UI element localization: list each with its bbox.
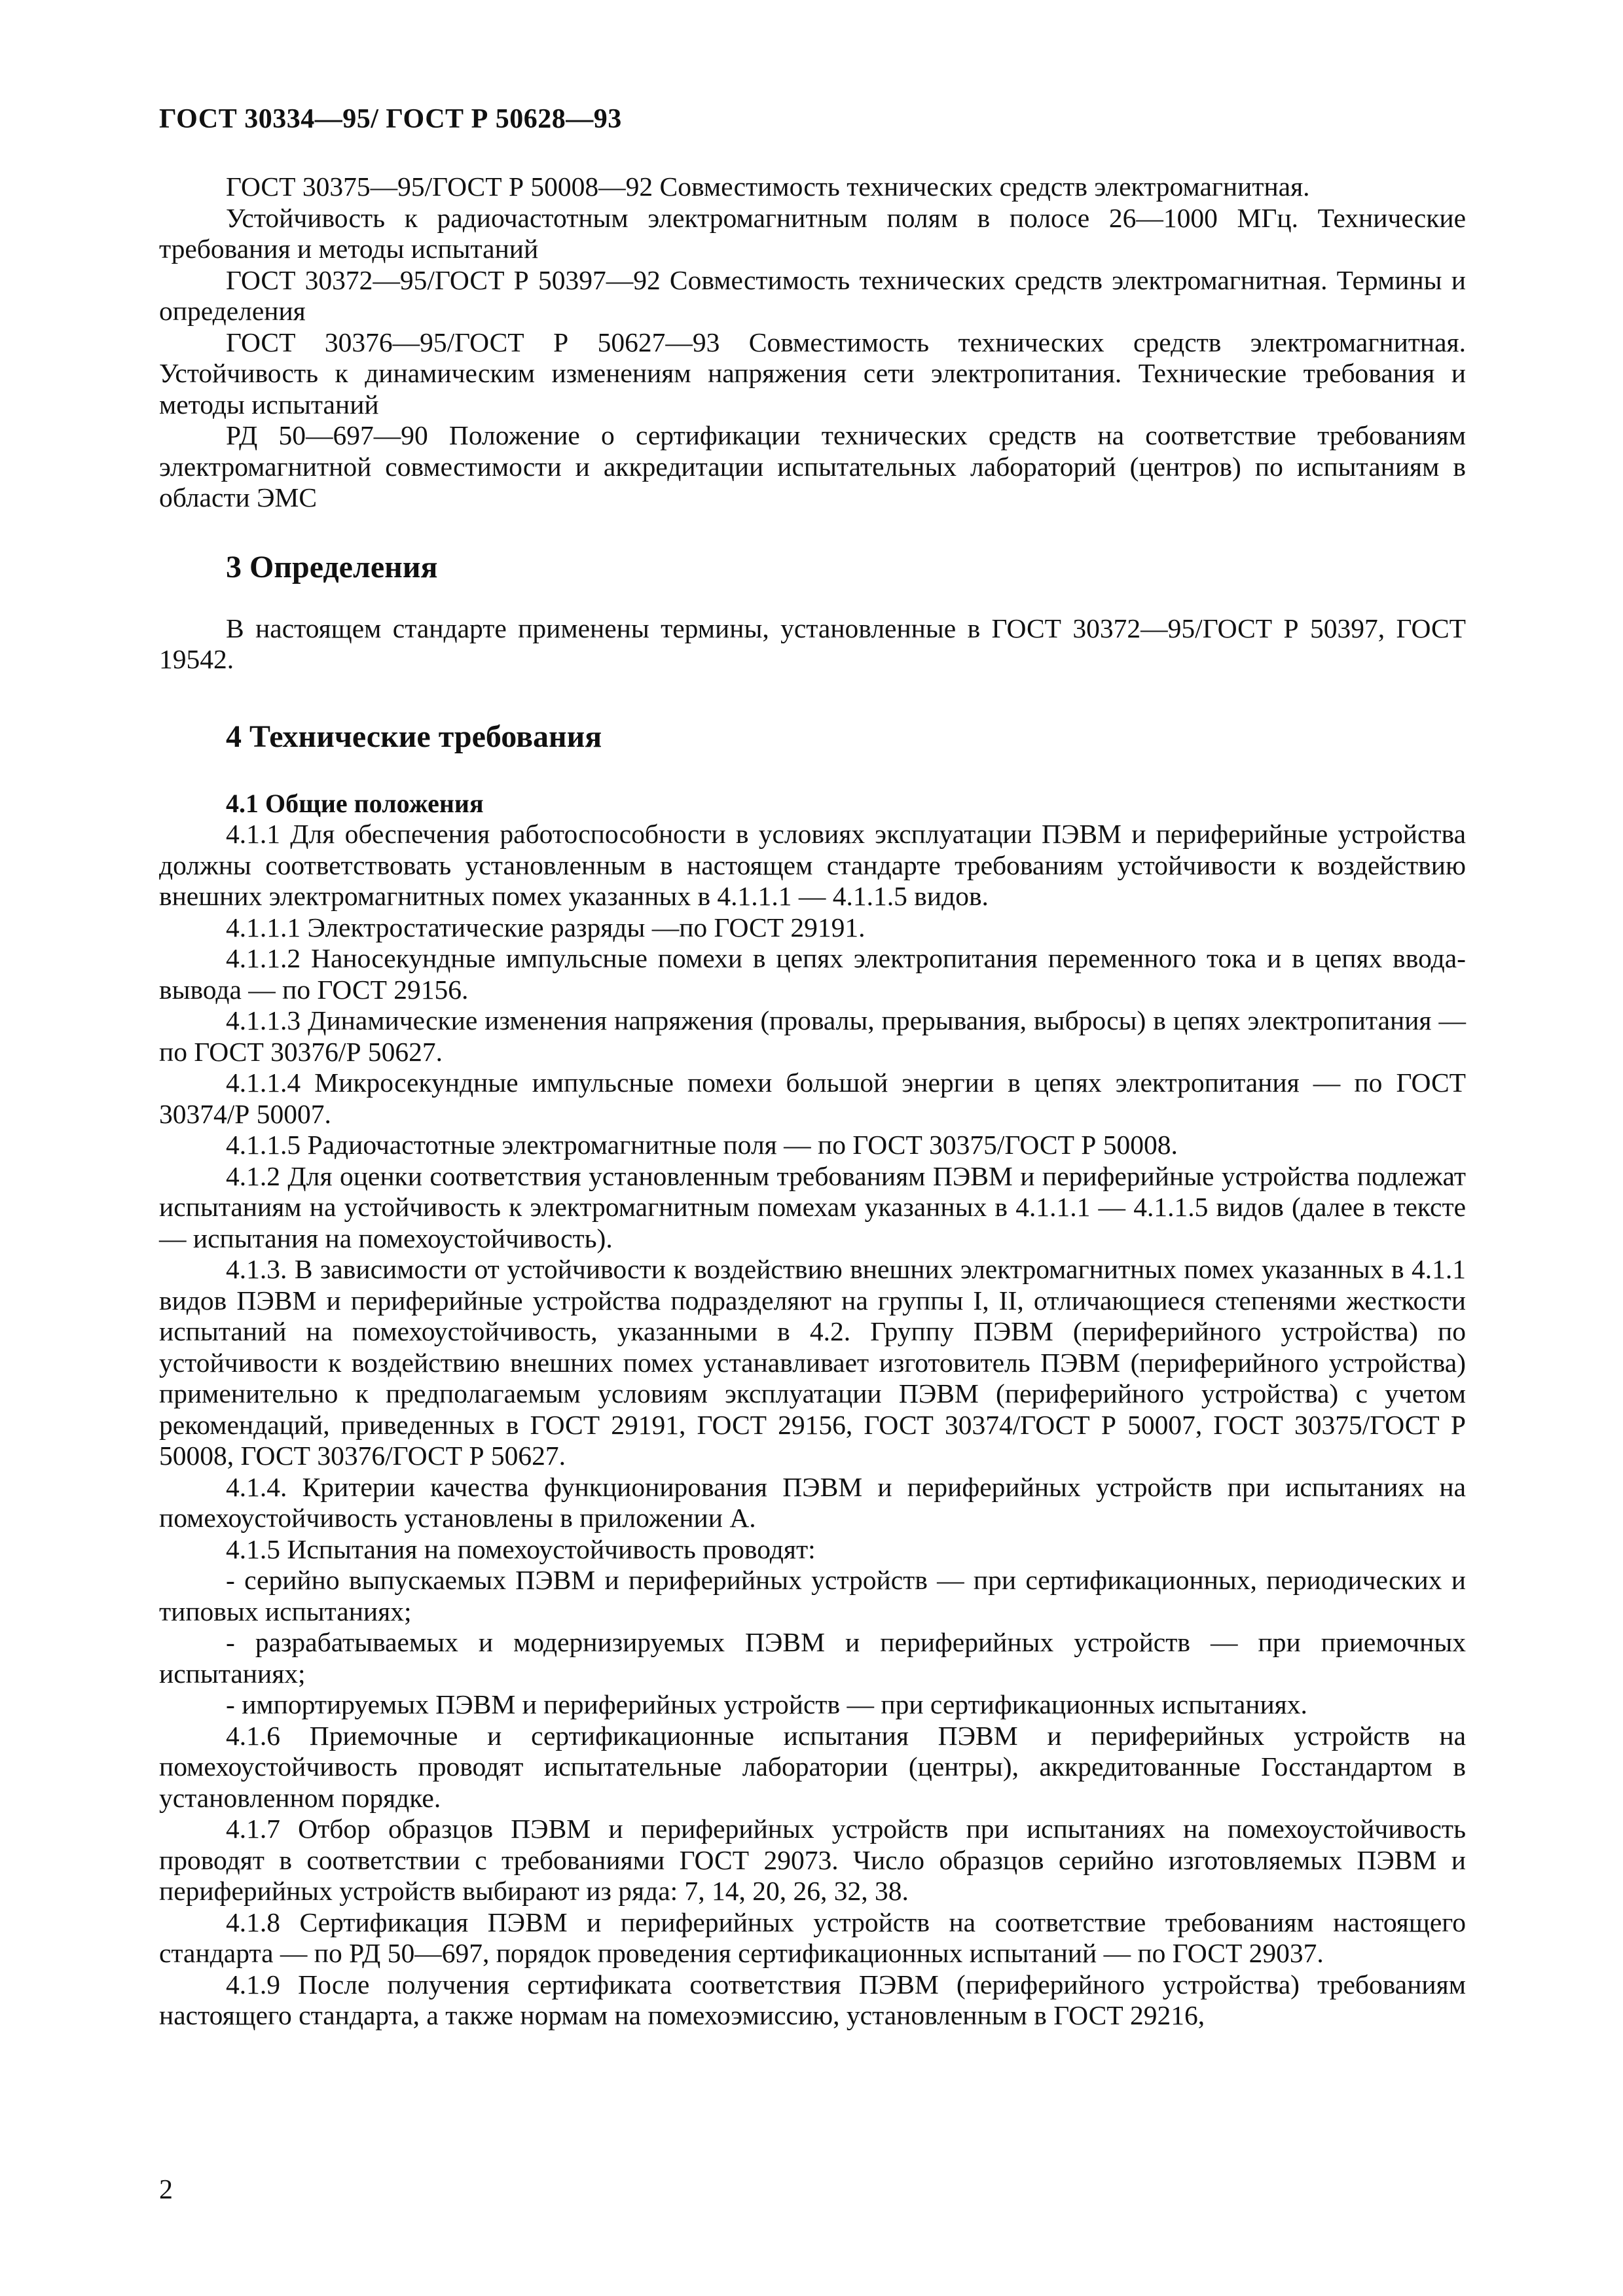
list-item: - импортируемых ПЭВМ и периферийных устройств — при сертификационных испытаниях. [226, 1689, 1307, 1719]
reference-item: ГОСТ 30372—95/ГОСТ Р 50397—92 Совместимость технических средств электромагнитная. Термины и определения [159, 264, 1466, 326]
paragraph-4-1-7: 4.1.7 Отбор образцов ПЭВМ и периферийных устройств при испытаниях на помехоустойчивость проводят в соответствии с требованиями ГОСТ 29073. Число образцов серийно изготовляемых ПЭВМ и периферийных устройств выбирают из ряда: 7, 14, 20, 26, 32, 38. [159, 1814, 1466, 1906]
paragraph-4-1-1-1: 4.1.1.1 Электростатические разряды —по ГОСТ 29191. [226, 912, 866, 942]
list-item: - серийно выпускаемых ПЭВМ и периферийных устройств — при сертификационных, периодических и типовых испытаниях; [159, 1565, 1466, 1626]
paragraph-4-1-9: 4.1.9 После получения сертификата соответствия ПЭВМ (периферийного устройства) требованиям настоящего стандарта, а также нормам на помехоэмиссию, установленным в ГОСТ 29216, [159, 1969, 1466, 2030]
reference-item: РД 50—697—90 Положение о сертификации технических средств на соответствие требованиям электромагнитной совместимости и аккредитации испытательных лабораторий (центров) по испытаниям в области ЭМС [159, 420, 1466, 512]
paragraph-4-1-3: 4.1.3. В зависимости от устойчивости к воздействию внешних электромагнитных помех указанных в 4.1.1 видов ПЭВМ и периферийные устройства подразделяют на группы I, II, отличающиеся степенями жесткости испытаний на помехоустойчивость, указанными в 4.2. Группу ПЭВМ (периферийного устройства) по устойчивости к воздействию внешних помех устанавливает изготовитель ПЭВМ (периферийного устройства) применительно к предполагаемым условиям эксплуатации ПЭВМ (периферийного устройства) с учетом рекомендаций, приведенных в ГОСТ 29191, ГОСТ 29156, ГОСТ 30374/ГОСТ Р 50007, ГОСТ 30375/ГОСТ Р 50008, ГОСТ 30376/ГОСТ Р 50627. [159, 1254, 1466, 1471]
paragraph-4-1-8: 4.1.8 Сертификация ПЭВМ и периферийных устройств на соответствие требованиям настоящего стандарта — по РД 50—697, порядок проведения сертификационных испытаний — по ГОСТ 29037. [159, 1907, 1466, 1968]
reference-item: ГОСТ 30375—95/ГОСТ Р 50008—92 Совместимость технических средств электромагнитная. [226, 171, 1310, 202]
paragraph-4-1-6: 4.1.6 Приемочные и сертификационные испытания ПЭВМ и периферийных устройств на помехоустойчивость проводят испытательные лаборатории (центры), аккредитованные Госстандартом в установленном порядке. [159, 1720, 1466, 1813]
running-header: ГОСТ 30334—95/ ГОСТ Р 50628—93 [159, 104, 622, 134]
reference-item: Устойчивость к радиочастотным электромагнитным полям в полосе 26—1000 МГц. Технические требования и методы испытаний [159, 202, 1466, 264]
section-3-text: В настоящем стандарте применены термины, установленные в ГОСТ 30372—95/ГОСТ Р 50397, ГОСТ 19542. [159, 613, 1466, 674]
paragraph-4-1-5: 4.1.5 Испытания на помехоустойчивость проводят: [226, 1534, 816, 1564]
paragraph-4-1-4: 4.1.4. Критерии качества функционирования ПЭВМ и периферийных устройств при испытаниях на помехоустойчивость установлены в приложении А. [159, 1471, 1466, 1533]
body-text [159, 171, 1466, 2032]
paragraph-4-1-1-5: 4.1.1.5 Радиочастотные электромагнитные поля — по ГОСТ 30375/ГОСТ Р 50008. [226, 1130, 1178, 1160]
paragraph-4-1-1: 4.1.1 Для обеспечения работоспособности в условиях эксплуатации ПЭВМ и периферийные устройства должны соответствовать установленным в настоящем стандарте требованиям устойчивости к воздействию внешних электромагнитных помех указанных в 4.1.1.1 — 4.1.1.5 видов. [159, 819, 1466, 911]
list-item: - разрабатываемых и модернизируемых ПЭВМ и периферийных устройств — при приемочных испытаниях; [159, 1627, 1466, 1689]
section-4-heading: 4 Технические требования [226, 719, 602, 754]
paragraph-4-1-1-4: 4.1.1.4 Микросекундные импульсные помехи большой энергии в цепях электропитания — по ГОСТ 30374/Р 50007. [159, 1067, 1466, 1129]
reference-item: ГОСТ 30376—95/ГОСТ Р 50627—93 Совместимость технических средств электромагнитная. Устойчивость к динамическим изменениям напряжения сети электропитания. Технические требования и методы испытаний [159, 327, 1466, 420]
paragraph-4-1-1-3: 4.1.1.3 Динамические изменения напряжения (провалы, прерывания, выбросы) в цепях электропитания — по ГОСТ 30376/Р 50627. [159, 1005, 1466, 1067]
section-3-heading: 3 Определения [226, 549, 438, 584]
subsection-4-1-heading: 4.1 Общие положения [226, 788, 484, 818]
page-number: 2 [159, 2175, 173, 2205]
paragraph-4-1-1-2: 4.1.1.2 Наносекундные импульсные помехи в цепях электропитания переменного тока и в цепях ввода-вывода — по ГОСТ 29156. [159, 943, 1466, 1005]
paragraph-4-1-2: 4.1.2 Для оценки соответствия установленным требованиям ПЭВМ и периферийные устройства подлежат испытаниям на устойчивость к электромагнитным помехам указанных в 4.1.1.1 — 4.1.1.5 видов (далее в тексте — испытания на помехоустойчивость). [159, 1160, 1466, 1253]
